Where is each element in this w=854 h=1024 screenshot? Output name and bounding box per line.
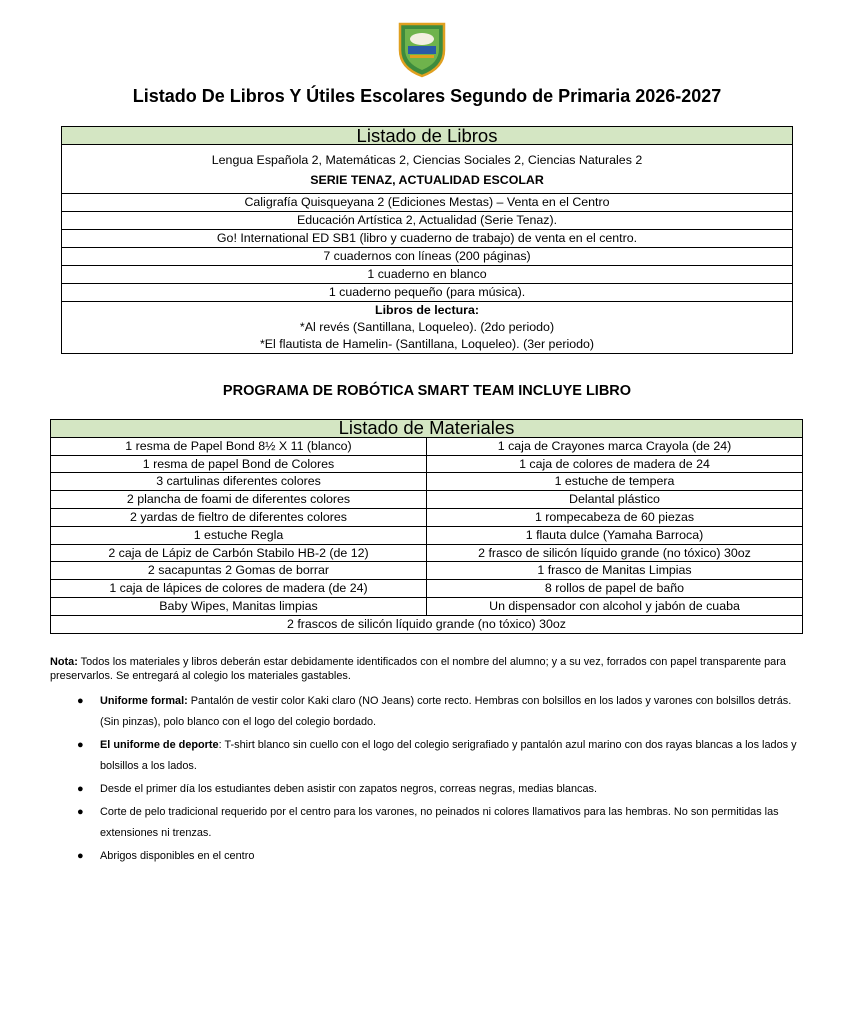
books-header: Listado de Libros — [62, 127, 793, 145]
material-item: 2 caja de Lápiz de Carbón Stabilo HB-2 (de 12) — [51, 544, 427, 562]
reading-book: *El flautista de Hamelin- (Santillana, Loqueleo). (3er periodo) — [259, 337, 595, 351]
materials-table — [50, 419, 803, 634]
material-item: 1 estuche de tempera — [427, 473, 803, 491]
list-item — [50, 735, 810, 777]
bullet-icon: ● — [77, 695, 84, 707]
material-item: 3 cartulinas diferentes colores — [51, 473, 427, 491]
books-table — [61, 126, 793, 354]
note-label: Nota: — [50, 656, 78, 668]
note-text: Todos los materiales y libros deberán estar debidamente identificados con el nombre del alumno; y a su vez, forrados con papel transparente para preservarlos. Se entregará al colegio los materiales gastables. — [50, 656, 786, 682]
bullet-icon: ● — [77, 850, 84, 862]
bullet-icon: ● — [77, 783, 84, 795]
list-item — [50, 691, 810, 733]
material-item: Baby Wipes, Manitas limpias — [51, 597, 427, 615]
material-item: 1 frasco de Manitas Limpias — [427, 562, 803, 580]
material-item: 1 caja de lápices de colores de madera (de 24) — [51, 580, 427, 598]
material-footer-item: 2 frascos de silicón líquido grande (no tóxico) 30oz — [51, 615, 803, 633]
book-row: 1 cuaderno pequeño (para música). — [62, 284, 793, 302]
list-item — [50, 779, 810, 800]
materials-header: Listado de Materiales — [51, 420, 803, 438]
material-item: 2 plancha de foami de diferentes colores — [51, 491, 427, 509]
material-item: Un dispensador con alcohol y jabón de cuaba — [427, 597, 803, 615]
material-item: 1 caja de Crayones marca Crayola (de 24) — [427, 437, 803, 455]
robotics-heading: PROGRAMA DE ROBÓTICA SMART TEAM INCLUYE LIBRO — [222, 383, 632, 399]
reading-label: Libros de lectura: — [375, 303, 479, 317]
bullet-icon: ● — [77, 739, 84, 751]
reading-book: *Al revés (Santillana, Loqueleo). (2do periodo) — [299, 320, 555, 334]
material-item: 8 rollos de papel de baño — [427, 580, 803, 598]
main-books-text: Lengua Española 2, Matemáticas 2, Ciencias Sociales 2, Ciencias Naturales 2 — [211, 153, 643, 167]
rule-text: Pantalón de vestir color Kaki claro (NO Jeans) corte recto. Hembras con bolsillos en los lados y varones con bolsillos detrás. (Sin pinzas), polo blanco con el logo del colegio bordado. — [100, 695, 792, 728]
material-item: 1 resma de Papel Bond 8½ X 11 (blanco) — [51, 437, 427, 455]
list-item — [50, 846, 810, 867]
material-item: 1 estuche Regla — [51, 526, 427, 544]
list-item — [50, 802, 810, 844]
book-row: Go! International ED SB1 (libro y cuaderno de trabajo) de venta en el centro. — [62, 230, 793, 248]
material-item: 1 rompecabeza de 60 piezas — [427, 508, 803, 526]
material-item: 2 frasco de silicón líquido grande (no tóxico) 30oz — [427, 544, 803, 562]
books-main-cell — [62, 145, 793, 194]
rule-bold: El uniforme de deporte — [100, 739, 219, 751]
book-row: 7 cuadernos con líneas (200 páginas) — [62, 248, 793, 266]
material-item: 1 caja de colores de madera de 24 — [427, 455, 803, 473]
book-row: Caligrafía Quisqueyana 2 (Ediciones Mestas) – Venta en el Centro — [62, 194, 793, 212]
rule-bold: Uniforme formal: — [100, 695, 188, 707]
series-text: SERIE TENAZ, ACTUALIDAD ESCOLAR — [310, 173, 544, 187]
rule-text: Corte de pelo tradicional requerido por el centro para los varones, no peinados ni colores llamativos para las hembras. No son permitidas las extensiones ni trenzas. — [100, 806, 779, 839]
school-logo — [396, 20, 448, 78]
reading-books-cell — [62, 302, 793, 354]
rules-list — [50, 691, 810, 869]
note-paragraph — [50, 656, 810, 683]
rule-text: Desde el primer día los estudiantes deben asistir con zapatos negros, correas negras, medias blancas. — [100, 783, 598, 795]
rule-text: Abrigos disponibles en el centro — [100, 850, 255, 862]
book-row: 1 cuaderno en blanco — [62, 266, 793, 284]
bullet-icon: ● — [77, 806, 84, 818]
material-item: 2 yardas de fieltro de diferentes colores — [51, 508, 427, 526]
material-item: 1 resma de papel Bond de Colores — [51, 455, 427, 473]
material-item: 2 sacapuntas 2 Gomas de borrar — [51, 562, 427, 580]
material-item: 1 flauta dulce (Yamaha Barroca) — [427, 526, 803, 544]
book-row: Educación Artística 2, Actualidad (Serie Tenaz). — [62, 212, 793, 230]
page-title: Listado De Libros Y Útiles Escolares Segundo de Primaria 2026-2027 — [132, 86, 722, 106]
material-item: Delantal plástico — [427, 491, 803, 509]
rule-text: : T-shirt blanco sin cuello con el logo del colegio serigrafiado y pantalón azul marino con dos rayas blancas a los lados y bolsillos a los lados. — [100, 739, 797, 772]
